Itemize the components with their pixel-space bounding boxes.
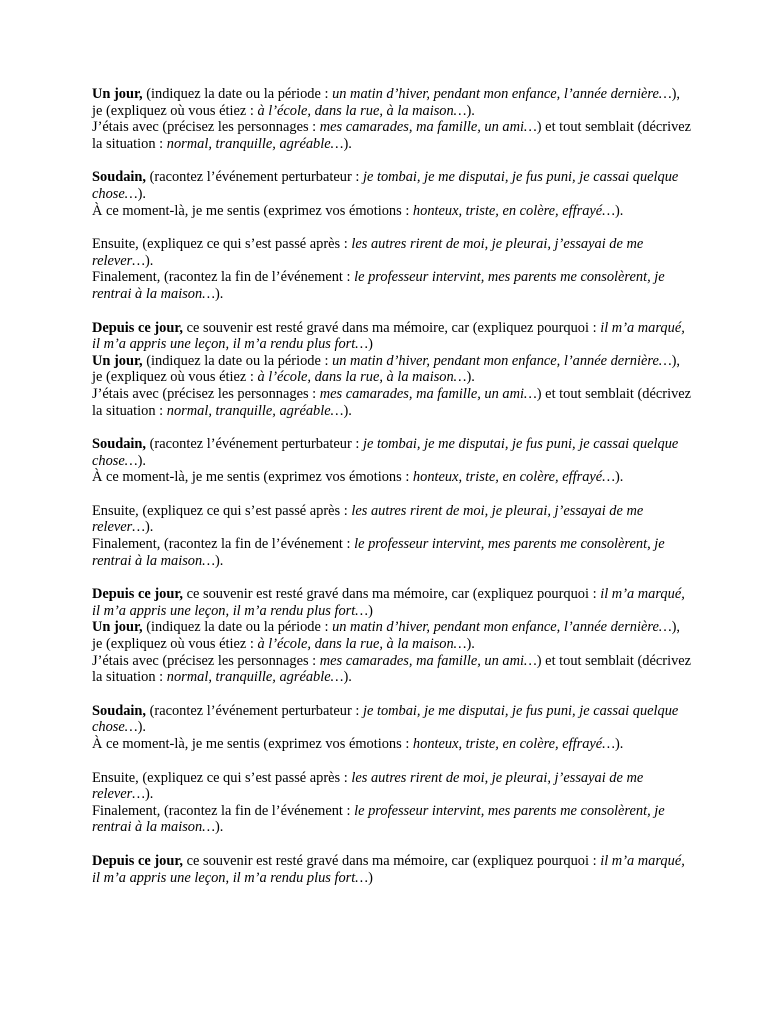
paragraph-introduction: Un jour, (indiquez la date ou la période : un matin d’hiver, pendant mon enfance, l’année dernière…), je (expliquez où vous étiez : à l’école, dans la rue, à la maison…). J’étais avec (précisez les personnages : mes camarades, ma famille, un ami…) et tout semblait (décrivez la situation : normal, tranquille, agréable…). — [92, 352, 692, 419]
lead-word: Depuis ce jour, — [92, 586, 184, 603]
lead-word: Un jour, — [92, 619, 143, 636]
paragraph-introduction: Un jour, (indiquez la date ou la période : un matin d’hiver, pendant mon enfance, l’année dernière…), je (expliquez où vous étiez : à l’école, dans la rue, à la maison…). J’étais avec (précisez les personnages : mes camarades, ma famille, un ami…) et tout semblait (décrivez la situation : normal, tranquille, agréable…). — [92, 619, 692, 686]
paragraph-event: Soudain, (racontez l’événement perturbateur : je tombai, je me disputai, je fus puni, je cassai quelque chose…). À ce moment-là, je me sentis (exprimez vos émotions : honteux, triste, en colère, effrayé…). — [92, 169, 679, 219]
text-block-2 — [92, 353, 692, 620]
lead-word: Un jour, — [92, 86, 143, 102]
lead-word: Soudain, — [92, 436, 147, 453]
lead-word: Depuis ce jour, — [92, 319, 184, 336]
paragraph-aftermath: Ensuite, (expliquez ce qui s’est passé après : les autres rirent de moi, je pleurai, j’essayai de me relever…). Finalement, (racontez la fin de l’événement : le professeur intervint, mes parents me consolèrent, je rentrai à la maison…). — [92, 502, 665, 569]
paragraph-aftermath: Ensuite, (expliquez ce qui s’est passé après : les autres rirent de moi, je pleurai, j’essayai de me relever…). Finalement, (racontez la fin de l’événement : le professeur intervint, mes parents me consolèrent, je rentrai à la maison…). — [92, 769, 665, 836]
lead-word: Soudain, — [92, 169, 147, 186]
paragraph-aftermath: Ensuite, (expliquez ce qui s’est passé après : les autres rirent de moi, je pleurai, j’essayai de me relever…). Finalement, (racontez la fin de l’événement : le professeur intervint, mes parents me consolèrent, je rentrai à la maison…). — [92, 236, 665, 302]
paragraph-introduction: Un jour, (indiquez la date ou la période : un matin d’hiver, pendant mon enfance, l’année dernière…), je (expliquez où vous étiez : à l’école, dans la rue, à la maison…). J’étais avec (précisez les personnages : mes camarades, ma famille, un ami…) et tout semblait (décrivez la situation : normal, tranquille, agréable…). — [92, 86, 692, 152]
paragraph-conclusion: Depuis ce jour, ce souvenir est resté gravé dans ma mémoire, car (expliquez pourquoi : il m’a marqué, il m’a appris une leçon, il m’a rendu plus fort…) — [92, 586, 685, 619]
text-block-3 — [92, 619, 692, 886]
text-block-1 — [92, 86, 692, 353]
lead-word: Depuis ce jour, — [92, 852, 184, 869]
paragraph-event: Soudain, (racontez l’événement perturbateur : je tombai, je me disputai, je fus puni, je cassai quelque chose…). À ce moment-là, je me sentis (exprimez vos émotions : honteux, triste, en colère, effrayé…). — [92, 702, 679, 752]
lead-word: Soudain, — [92, 702, 147, 719]
document-page — [92, 86, 692, 886]
paragraph-conclusion: Depuis ce jour, ce souvenir est resté gravé dans ma mémoire, car (expliquez pourquoi : il m’a marqué, il m’a appris une leçon, il m’a rendu plus fort…) — [92, 852, 685, 886]
paragraph-event: Soudain, (racontez l’événement perturbateur : je tombai, je me disputai, je fus puni, je cassai quelque chose…). À ce moment-là, je me sentis (exprimez vos émotions : honteux, triste, en colère, effrayé…). — [92, 436, 679, 486]
lead-word: Un jour, — [92, 352, 143, 369]
paragraph-conclusion: Depuis ce jour, ce souvenir est resté gravé dans ma mémoire, car (expliquez pourquoi : il m’a marqué, il m’a appris une leçon, il m’a rendu plus fort…) — [92, 319, 685, 353]
